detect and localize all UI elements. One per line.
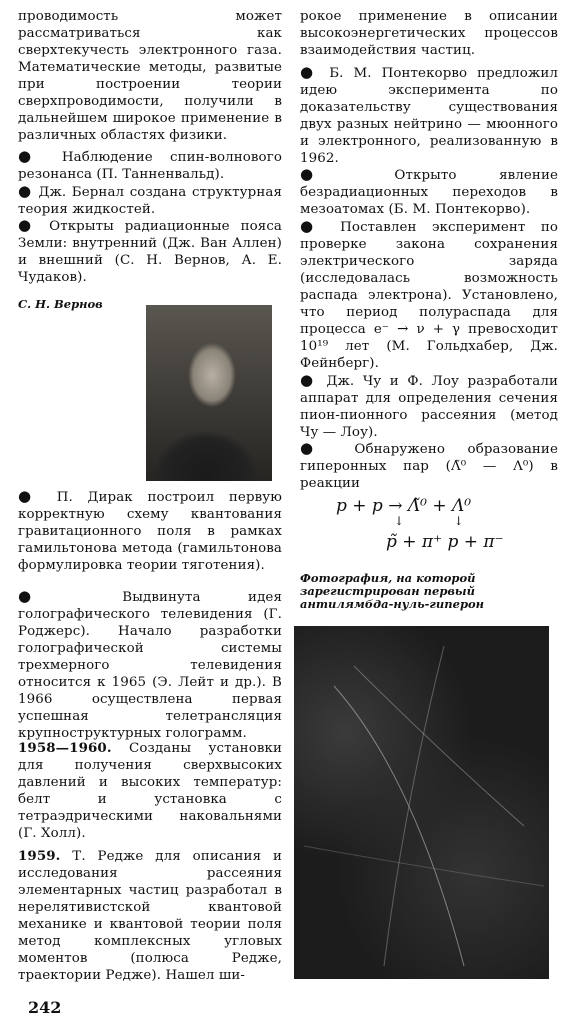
reaction-line: p + p → Λ̃⁰ + Λ⁰ xyxy=(336,496,472,516)
year-label: 1959. xyxy=(18,848,61,864)
bullet-paragraph: ● Выдвинута идея голографического телевидения (Г. Роджерс). Начало разработки голографической системы трехмерного телевидения относится к 1965 (Э. Лейт и др.). В 1966 осуществлена первая успешная телетрансляция крупноструктурных голограмм. xyxy=(18,588,282,742)
paragraph-text: Т. Редже для описания и исследования рассеяния элементарных частиц разработал в нерелятивистской квантовой механике и квантовой теории поля метод комплексных угловых моментов (полюса Редже, траектории Редже). Нашел ши- xyxy=(18,849,282,983)
photo-caption: Фотография, на которой зарегистрирован первый антилямбда-нуль-гиперон xyxy=(300,571,485,611)
bullet-paragraph: ● П. Дирак построил первую корректную схему квантования гравитационного поля в рамках гамильтонова метода (гамильтонова формулировка теории тяготения). xyxy=(18,488,282,574)
reaction-formula xyxy=(300,488,560,558)
particle-tracks xyxy=(294,626,549,979)
decay-arrow: ↓ ↓ xyxy=(394,514,464,528)
bullet-paragraph: ● Открыты радиационные пояса Земли: внутренний (Дж. Ван Аллен) и внешний (С. Н. Вернов, А. Е. Чудаков). xyxy=(18,217,282,286)
paragraph: рокое применение в описании высокоэнергетических процессов взаимодействия частиц. xyxy=(300,9,558,58)
portrait-photo xyxy=(146,305,272,481)
bullet-paragraph: ● Поставлен эксперимент по проверке закона сохранения электрического заряда (исследовалась возможность распада электрона). Установлено, что период полураспада для процесса e⁻ → ν + γ превосходит 10¹⁹ лет (М. Гольдхабер, Дж. Фейнберг). xyxy=(300,218,558,372)
photo-caption: С. Н. Вернов xyxy=(18,297,103,311)
bullet-paragraph: ● Дж. Чу и Ф. Лоу разработали аппарат для определения сечения пион-пионного рассеяния (метод Чу — Лоу). xyxy=(300,372,558,441)
reaction-line: p̃ + π⁺ p + π⁻ xyxy=(386,532,504,552)
paragraph: проводимость может рассматриваться как сверхтекучесть электронного газа. Математические методы, развитые при построении теории сверхпроводимости, получили в дальнейшем широкое применение в различных областях физики. xyxy=(18,9,282,143)
paragraph xyxy=(18,740,282,842)
year-label: 1958—1960. xyxy=(18,740,112,756)
bullet-paragraph: ● Б. М. Понтекорво предложил идею эксперимента по доказательству существования двух разных нейтрино — мюонного и электронного, реализованную в 1962. xyxy=(300,64,558,167)
bullet-paragraph: ● Обнаружено образование гиперонных пар (Λ̃⁰ — Λ⁰) в реакции xyxy=(300,440,558,492)
bullet-paragraph: ● Открыто явление безрадиационных переходов в мезоатомах (Б. М. Понтекорво). xyxy=(300,166,558,218)
bullet-paragraph: ● Дж. Бернал создана структурная теория жидкостей. xyxy=(18,183,282,218)
bubble-chamber-photo xyxy=(294,626,549,979)
bullet-paragraph: ● Наблюдение спин-волнового резонанса (П. Танненвальд). xyxy=(18,148,282,183)
paragraph xyxy=(18,848,282,984)
page-number: 242 xyxy=(28,998,62,1017)
paragraph-text: Созданы установки для получения сверхвысоких давлений и высоких температур: белт и установка с тетраэдрическими наковальнями (Г. Холл). xyxy=(18,741,282,841)
